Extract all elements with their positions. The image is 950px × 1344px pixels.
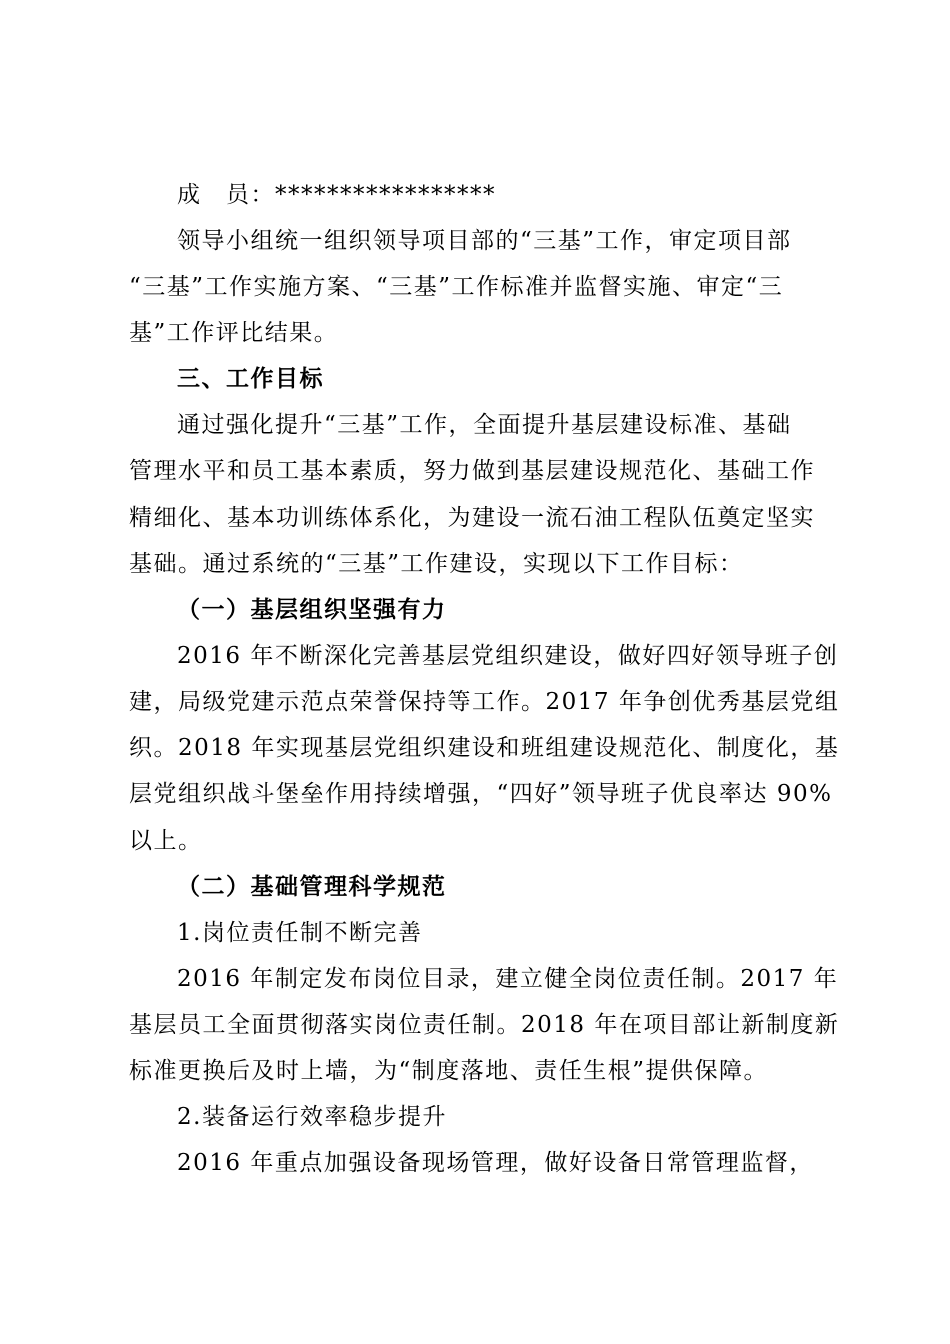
paragraph-line: 通过强化提升“三基”工作，全面提升基层建设标准、基础 bbox=[177, 412, 792, 438]
paragraph-line: 标准更换后及时上墙，为“制度落地、责任生根”提供保障。 bbox=[129, 1058, 769, 1084]
paragraph-line: 精细化、基本功训练体系化，为建设一流石油工程队伍奠定坚实 bbox=[129, 505, 815, 531]
section-heading: 三、工作目标 bbox=[177, 366, 324, 392]
paragraph-line: 2016 年重点加强设备现场管理，做好设备日常管理监督， bbox=[177, 1150, 814, 1176]
paragraph-line: 领导小组统一组织领导项目部的“三基”工作，审定项目部 bbox=[177, 228, 792, 254]
paragraph-line: 基层员工全面贯彻落实岗位责任制。2018 年在项目部让新制度新 bbox=[129, 1012, 840, 1038]
paragraph-line: 管理水平和员工基本素质，努力做到基层建设规范化、基础工作 bbox=[129, 458, 815, 484]
subsection-heading: （一）基层组织坚强有力 bbox=[177, 596, 447, 623]
paragraph-line: “三基”工作实施方案、“三基”工作标准并监督实施、审定“三 bbox=[129, 274, 784, 300]
paragraph-line: 基础。通过系统的“三基”工作建设，实现以下工作目标： bbox=[129, 551, 744, 577]
paragraph-line: 层党组织战斗堡垒作用持续增强，“四好”领导班子优良率达 90% bbox=[129, 781, 833, 807]
numbered-item-heading: 2.装备运行效率稳步提升 bbox=[177, 1104, 447, 1130]
paragraph-line: 织。2018 年实现基层党组织建设和班组建设规范化、制度化，基 bbox=[129, 735, 840, 761]
paragraph-line: 2016 年制定发布岗位目录，建立健全岗位责任制。2017 年 bbox=[177, 966, 839, 992]
paragraph-line: 以上。 bbox=[129, 828, 203, 854]
paragraph-line: 2016 年不断深化完善基层党组织建设，做好四好领导班子创 bbox=[177, 643, 839, 669]
paragraph-line: 建，局级党建示范点荣誉保持等工作。2017 年争创优秀基层党组 bbox=[129, 689, 840, 715]
numbered-item-heading: 1.岗位责任制不断完善 bbox=[177, 920, 423, 946]
paragraph-line: 基”工作评比结果。 bbox=[129, 320, 339, 346]
members-line: 成 员：***************** bbox=[177, 182, 496, 208]
subsection-heading: （二）基础管理科学规范 bbox=[177, 873, 447, 900]
